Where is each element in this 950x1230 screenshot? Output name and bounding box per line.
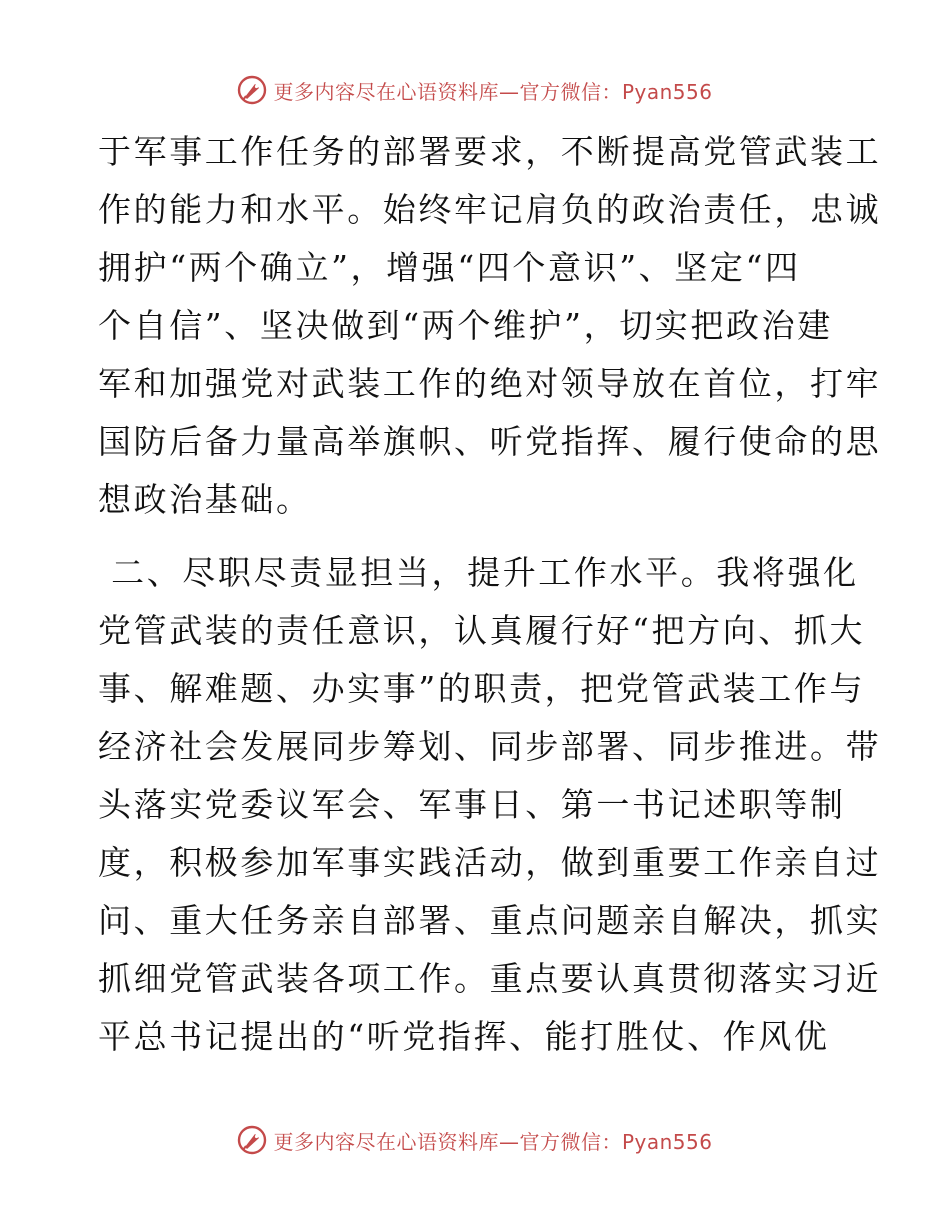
footer-banner [0,1120,950,1160]
text-line: 度，积极参加军事实践活动，做到重要工作亲自过 [98,843,882,882]
text-line: 国防后备力量高举旗帜、听党指挥、履行使命的思 [98,422,882,461]
text-line: 于军事工作任务的部署要求，不断提高党管武装工 [98,132,882,171]
text-line: 党管武装的责任意识，认真履行好“把方向、抓大 [98,611,866,650]
text-line: 个自信”、坚决做到“两个维护”，切实把政治建 [98,306,833,345]
text-line: 想政治基础。 [98,480,312,519]
header-banner [0,70,950,110]
text-line: 抓细党管武装各项工作。重点要认真贯彻落实习近 [98,959,882,998]
text-line: 事、解难题、办实事”的职责，把党管武装工作与 [98,669,866,708]
text-line: 作的能力和水平。始终牢记肩负的政治责任，忠诚 [98,190,882,229]
text-line: 问、重大任务亲自部署、重点问题亲自解决，抓实 [98,901,882,940]
text-line: 经济社会发展同步筹划、同步部署、同步推进。带 [98,727,882,766]
text-line: 平总书记提出的“听党指挥、能打胜仗、作风优 [98,1017,830,1056]
paragraph-gap [98,529,858,544]
paragraph-2 [98,544,882,1066]
text-line: 头落实党委议军会、军事日、第一书记述职等制 [98,785,846,824]
text-line: 二、尽职尽责显担当，提升工作水平。我将强化 [98,553,859,592]
pen-nib-logo-icon [237,75,267,105]
document-body [98,123,882,1066]
footer-banner-text: 更多内容尽在心语资料库—官方微信：Pyan556 [273,1129,713,1154]
text-line: 军和加强党对武装工作的绝对领导放在首位，打牢 [98,364,882,403]
text-line: 拥护“两个确立”，增强“四个意识”、坚定“四 [98,248,801,287]
paragraph-1 [98,123,882,529]
header-banner-text: 更多内容尽在心语资料库—官方微信：Pyan556 [273,79,713,104]
pen-nib-logo-icon [237,1125,267,1155]
